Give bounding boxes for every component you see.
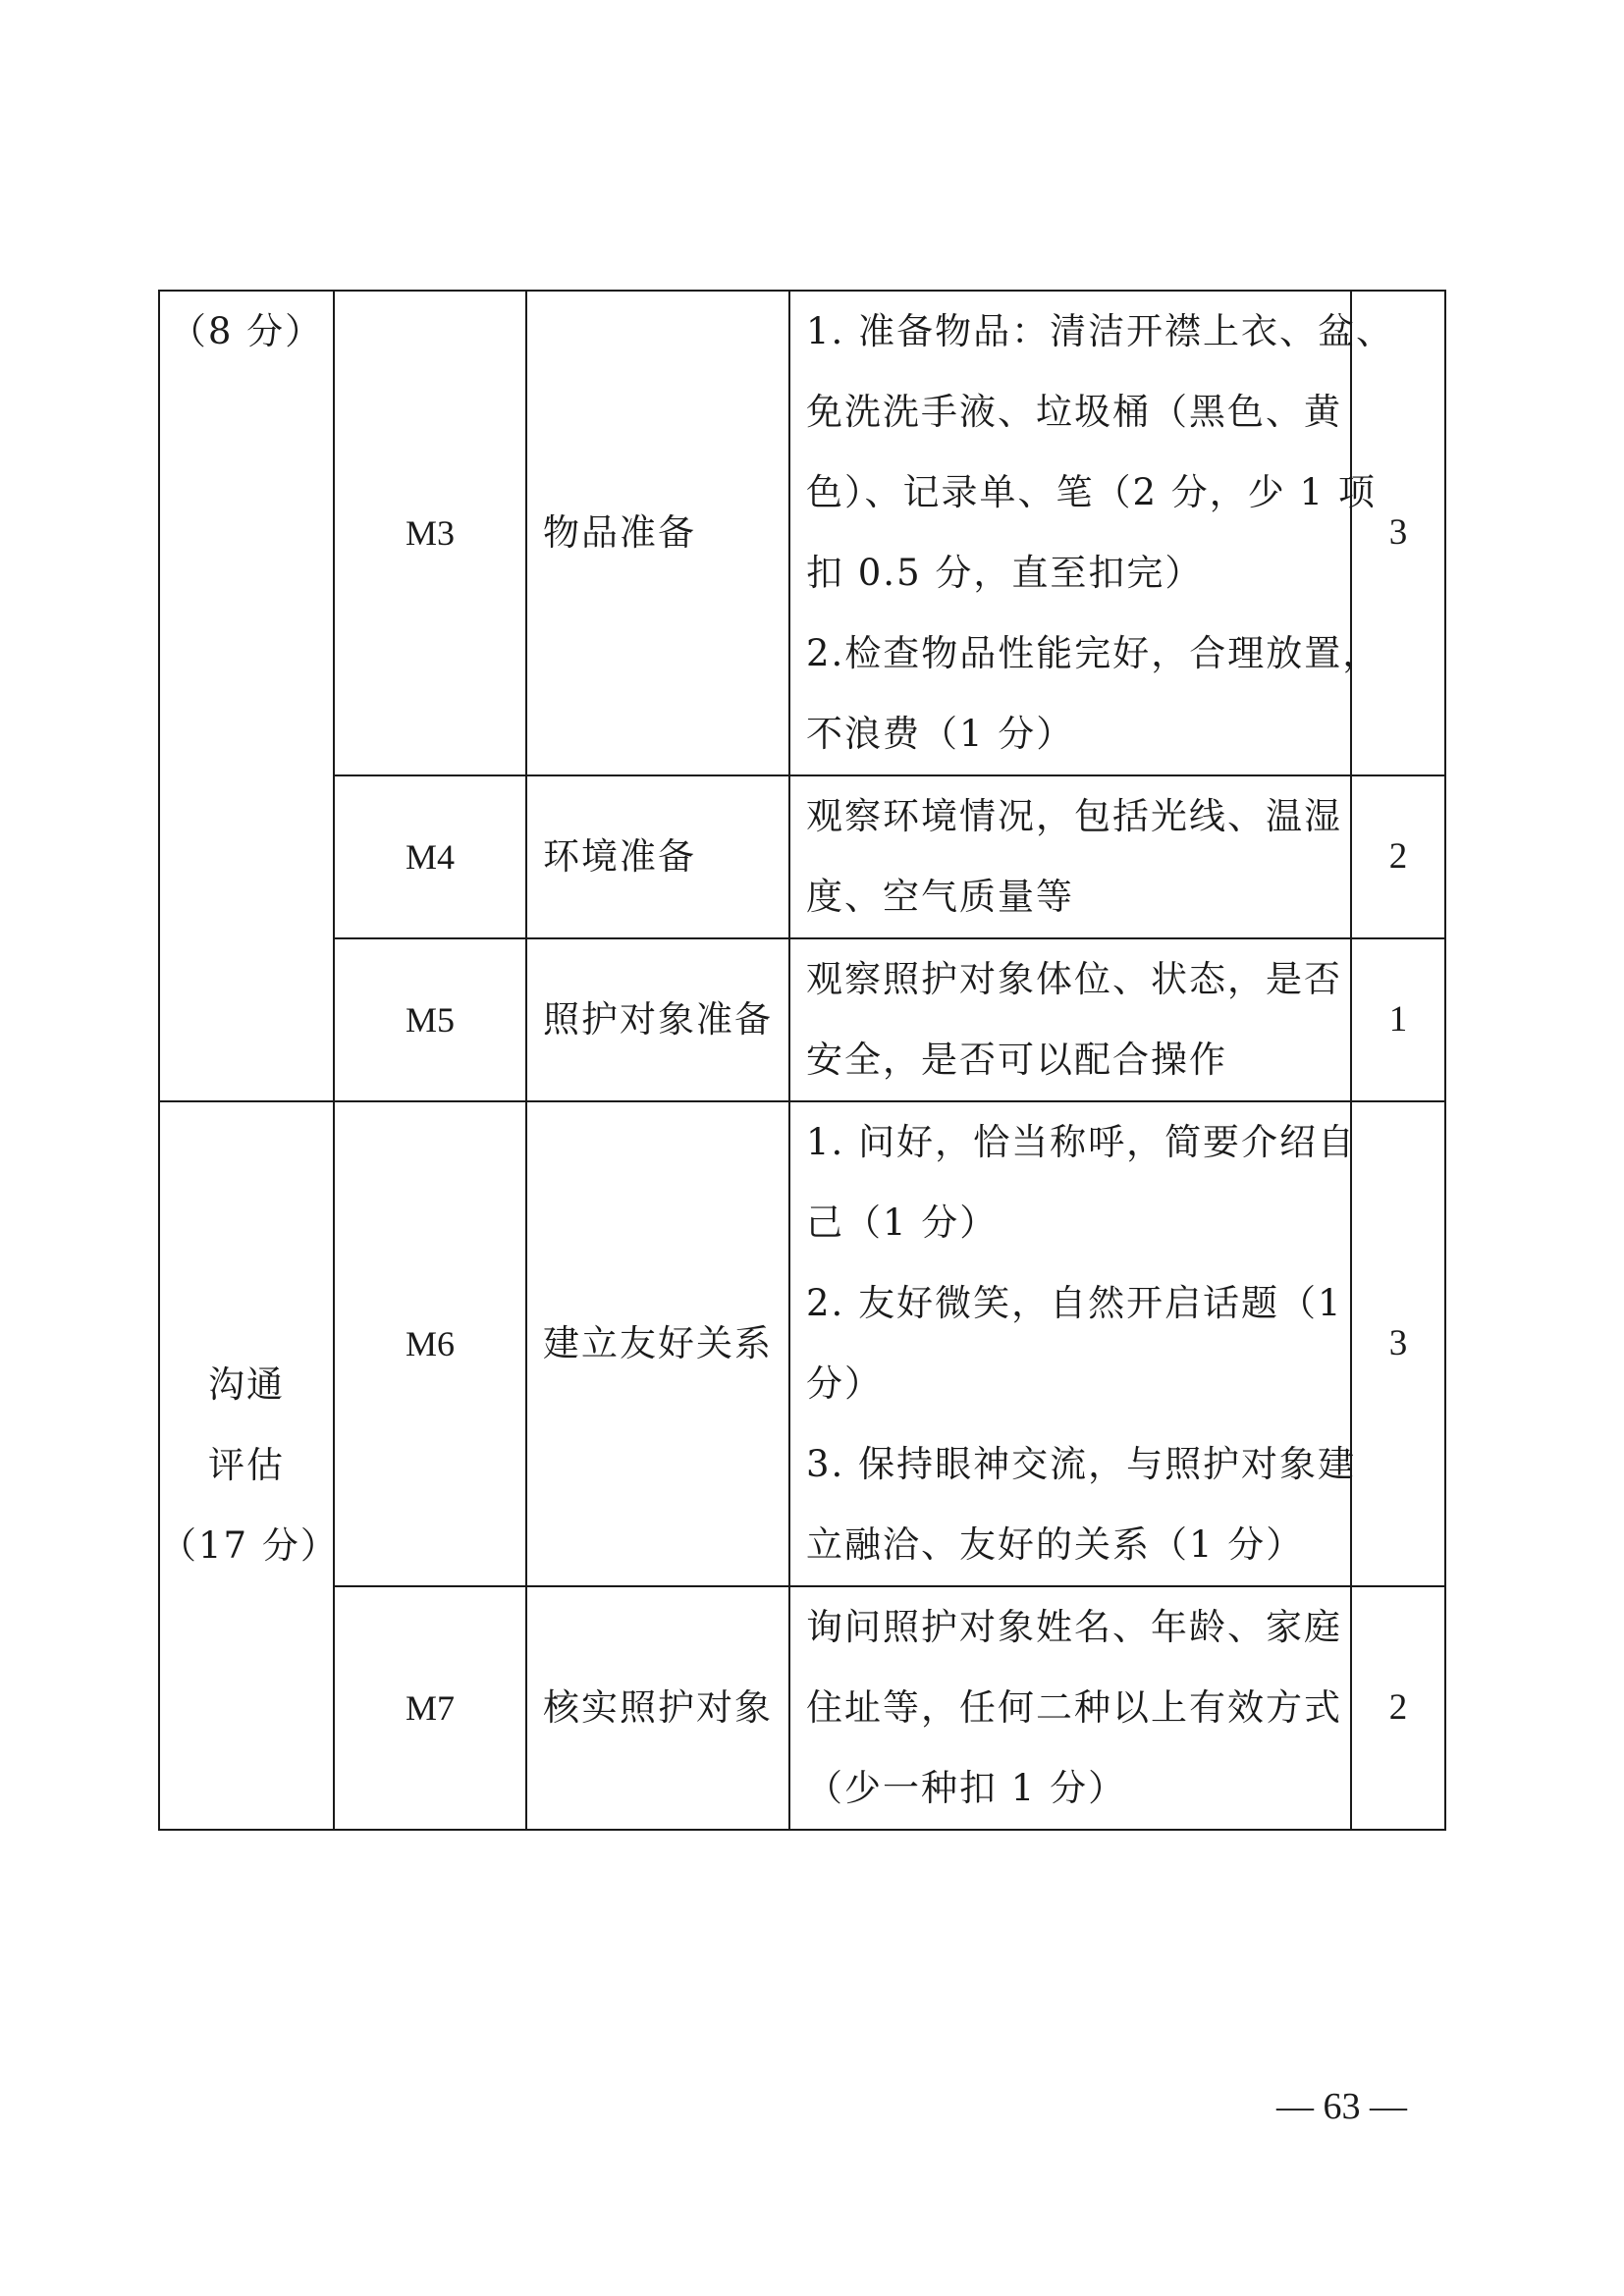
requirement-cell — [789, 1586, 1351, 1830]
category-label: （8 分） — [169, 310, 324, 352]
requirement-line: 观察环境情况，包括光线、温湿 — [806, 795, 1342, 837]
score-value: 2 — [1351, 775, 1445, 938]
score-value: 3 — [1351, 291, 1445, 775]
requirement-line: 己（1 分） — [806, 1201, 999, 1244]
category-cell — [159, 1101, 339, 1830]
requirement-line: 度、空气质量等 — [806, 876, 1074, 918]
item-code: M4 — [334, 775, 526, 938]
table-row — [159, 775, 1445, 938]
table-row — [159, 938, 1445, 1101]
item-code: M5 — [334, 938, 526, 1101]
requirement-line: 扣 0.5 分，直至扣完） — [806, 552, 1204, 594]
item-code: M3 — [334, 291, 526, 775]
scoring-table — [158, 290, 1446, 1831]
item-code: M6 — [334, 1101, 526, 1586]
requirement-line: 立融洽、友好的关系（1 分） — [806, 1523, 1305, 1566]
category-cell — [159, 291, 334, 1101]
category-label: （17 分） — [160, 1524, 339, 1567]
requirement-cell — [789, 1101, 1357, 1586]
requirement-line: （少一种扣 1 分） — [806, 1767, 1127, 1809]
requirement-line: 分） — [806, 1362, 883, 1405]
category-label: 评估 — [208, 1444, 285, 1486]
category-label: 沟通 — [208, 1363, 285, 1406]
score-value: 3 — [1351, 1101, 1445, 1586]
item-code: M7 — [334, 1586, 526, 1830]
item-name: 物品准备 — [526, 291, 789, 775]
requirement-line: 免洗洗手液、垃圾桶（黑色、黄 — [806, 391, 1342, 433]
requirement-line: 色）、记录单、笔（2 分，少 1 项 — [806, 471, 1377, 513]
item-name: 照护对象准备 — [526, 938, 789, 1101]
requirement-line: 不浪费（1 分） — [806, 713, 1075, 755]
requirement-line: 1. 问好，恰当称呼，简要介绍自 — [806, 1121, 1357, 1163]
requirement-line: 询问照护对象姓名、年龄、家庭 — [806, 1606, 1342, 1648]
requirement-line: 安全，是否可以配合操作 — [806, 1039, 1227, 1081]
requirement-line: 2.检查物品性能完好，合理放置， — [806, 632, 1381, 674]
table-row — [159, 1101, 1445, 1586]
score-value: 1 — [1351, 938, 1445, 1101]
item-name: 核实照护对象 — [526, 1586, 789, 1830]
item-name: 建立友好关系 — [526, 1101, 789, 1586]
requirement-line: 2. 友好微笑，自然开启话题（1 — [806, 1282, 1343, 1324]
requirement-line: 1. 准备物品：清洁开襟上衣、盆、 — [806, 310, 1395, 352]
requirement-line: 3. 保持眼神交流，与照护对象建 — [806, 1443, 1357, 1485]
requirement-line: 住址等，任何二种以上有效方式 — [806, 1686, 1342, 1729]
score-value: 2 — [1351, 1586, 1445, 1830]
requirement-cell — [789, 775, 1351, 938]
table-row — [159, 291, 1445, 775]
item-name: 环境准备 — [526, 775, 789, 938]
page-number: — 63 — — [1276, 2086, 1407, 2127]
requirement-cell — [789, 938, 1351, 1101]
table-row — [159, 1586, 1445, 1830]
requirement-line: 观察照护对象体位、状态，是否 — [806, 958, 1342, 1000]
requirement-cell — [789, 291, 1395, 775]
